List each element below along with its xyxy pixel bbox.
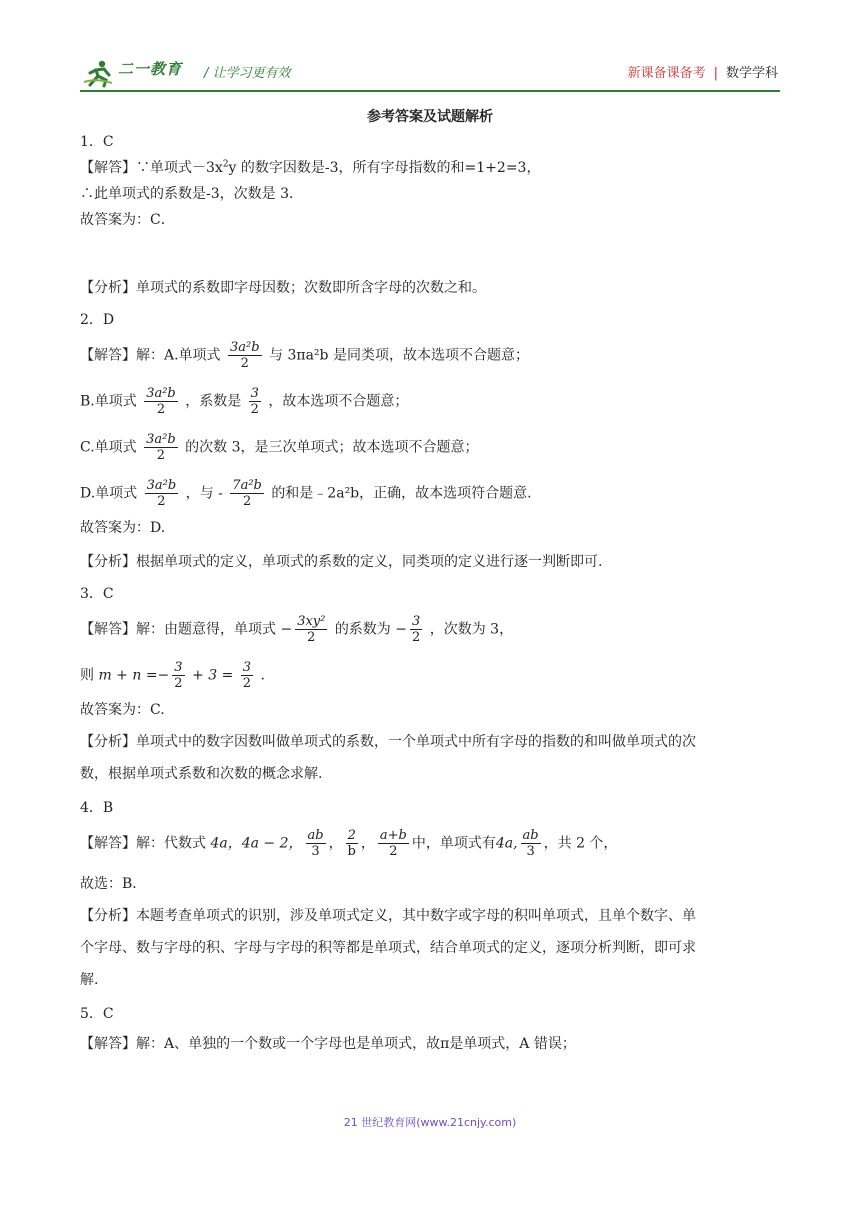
q2-c-post: 的次数 3，是三次单项式；故本选项不合题意； (185, 439, 479, 456)
q4-analysis-3: 解. (80, 972, 99, 988)
q5-number: 5．C (80, 1006, 114, 1022)
header-divider (80, 90, 780, 92)
q4-analysis-1: 【分析】本题考查单项式的识别，涉及单项式定义，其中数字或字母的积叫单项式，且单个数字、单 (80, 908, 696, 924)
header-course-label: 新课备课备考 (627, 66, 706, 81)
q3-l2-expr: m + n =− (98, 667, 170, 684)
footer-source: 21 世纪教育网(www.21cnjy.com) (343, 1116, 517, 1129)
q1-conclusion: ∴此单项式的系数是-3，次数是 3． (80, 186, 303, 202)
q3-l1-pre: 【解答】解：由题意得，单项式 (80, 621, 276, 638)
q3-answer: 故答案为：C. (80, 702, 165, 718)
q4-answer: 故选：B. (80, 876, 137, 892)
header-subject-label: 数学学科 (725, 66, 778, 81)
page-title: 参考答案及试题解析 (367, 109, 493, 125)
q2-a-post: 与 3πa²b 是同类项，故本选项不合题意； (269, 347, 529, 364)
q4-l1-mid: 中，单项式有 (411, 835, 496, 852)
page-header (80, 52, 780, 92)
q4-l1-ans: 4a, (495, 835, 518, 852)
q5-line-1: 【解答】解：A、单独的一个数或一个字母也是单项式，故π是单项式，A 错误； (80, 1036, 576, 1052)
q3-line-1: 【解答】解：由题意得，单项式 − $\frac{\text{3xy²}}{2}$ 的系数为 − $\frac{3}{2}$ ，次数为 3， (80, 614, 514, 645)
q2-line-d (80, 478, 780, 518)
q2-number: 2．D (80, 312, 115, 328)
q1-solution-a: 【解答】∵单项式－3x (80, 160, 223, 176)
fraction: $\frac{ab}{3}$ (307, 828, 324, 859)
fraction: $\frac{\text{3a²b}}{2}$ (146, 432, 176, 463)
q3-line-2 (80, 660, 780, 700)
q4-number: 4．B (80, 800, 114, 816)
q2-d-post: 的和是﹣2a²b，正确，故本选项符合题意. (271, 485, 532, 502)
q4-analysis-2: 个字母、数与字母的积、字母与字母的积等都是单项式，结合单项式的定义，逐项分析判断，即可求 (80, 940, 696, 956)
q3-analysis-2: 数，根据单项式系数和次数的概念求解. (80, 766, 323, 782)
q2-a-pre: 【解答】解：A.单项式 (80, 347, 221, 364)
q2-line-c (80, 432, 780, 478)
q2-c-pre: C.单项式 (80, 439, 137, 456)
fraction: $\frac{ab}{3}$ (522, 828, 539, 859)
fraction: $\frac{\text{7a²b}}{2}$ (232, 478, 262, 509)
q3-analysis-1: 【分析】单项式中的数字因数叫做单项式的系数，一个单项式中所有字母的指数的和叫做单项式的次 (80, 734, 696, 750)
q2-line-a (80, 340, 780, 386)
fraction: $\frac{3}{2}$ (412, 614, 421, 645)
header-right (628, 62, 778, 81)
q3-l2-pre: 则 (80, 667, 94, 684)
q3-number: 3．C (80, 586, 114, 602)
q3-l1-mid: 的系数为 (334, 621, 391, 638)
fraction: $\frac{3}{2}$ (174, 660, 183, 691)
q2-analysis: 【分析】根据单项式的定义，单项式的系数的定义，同类项的定义进行逐一判断即可. (80, 554, 603, 570)
q3-l2-post: . (260, 667, 265, 684)
fraction: $\frac{2}{b}$ (347, 828, 356, 859)
fraction: $\frac{\text{3a²b}}{2}$ (230, 340, 260, 371)
q2-b-mid: ，系数是 (185, 393, 242, 410)
q3-l1-post: ，次数为 3， (429, 621, 514, 638)
answer-content (80, 132, 780, 1060)
q4-items: 4a，4a − 2， (210, 835, 303, 852)
q2-line-b (80, 386, 780, 432)
fraction: $\frac{3}{2}$ (242, 660, 252, 691)
fraction: $\frac{a+b}{2}$ (379, 828, 407, 859)
q2-b-pre: B.单项式 (80, 393, 137, 410)
fraction: $\frac{\text{3a²b}}{2}$ (146, 478, 177, 509)
q1-answer: 故答案为：C． (80, 212, 175, 228)
q2-d-mid: ，与 - (185, 485, 223, 502)
q1-exponent: 2 (222, 159, 229, 170)
q1-analysis: 【分析】单项式的系数即字母因数；次数即所含字母的次数之和。 (80, 280, 486, 296)
q1-solution-b: y 的数字因数是-3，所有字母指数的和=1+2=3， (228, 160, 541, 176)
header-separator: | (713, 66, 718, 81)
q1-solution-line (80, 158, 780, 184)
q1-number: 1．C (80, 134, 114, 150)
q4-line-1: 【解答】解：代数式 4a，4a − 2， $\frac{ab}{3}$ ， $\frac{2}{b}$ ， $\frac{a+b}{2}$ 中，单项式有4a, $\frac{ab}{3}$ ，共 2 个， (80, 828, 618, 859)
q3-l2-mid: + 3 = (192, 667, 234, 684)
fraction: $\frac{\text{3xy²}}{2}$ (297, 614, 326, 645)
fraction: $\frac{3}{2}$ (250, 386, 259, 417)
fraction: $\frac{\text{3a²b}}{2}$ (146, 386, 176, 417)
q2-d-pre: D.单项式 (80, 485, 138, 502)
q4-l1-pre: 【解答】解：代数式 (80, 835, 206, 852)
slogan: / 让学习更有效 (204, 66, 291, 81)
q4-l1-post: ，共 2 个， (543, 835, 618, 852)
logo-text: 二一教育 (118, 60, 183, 78)
q2-b-post: ，故本选项不合题意； (268, 393, 409, 410)
q2-answer: 故答案为：D. (80, 520, 166, 536)
